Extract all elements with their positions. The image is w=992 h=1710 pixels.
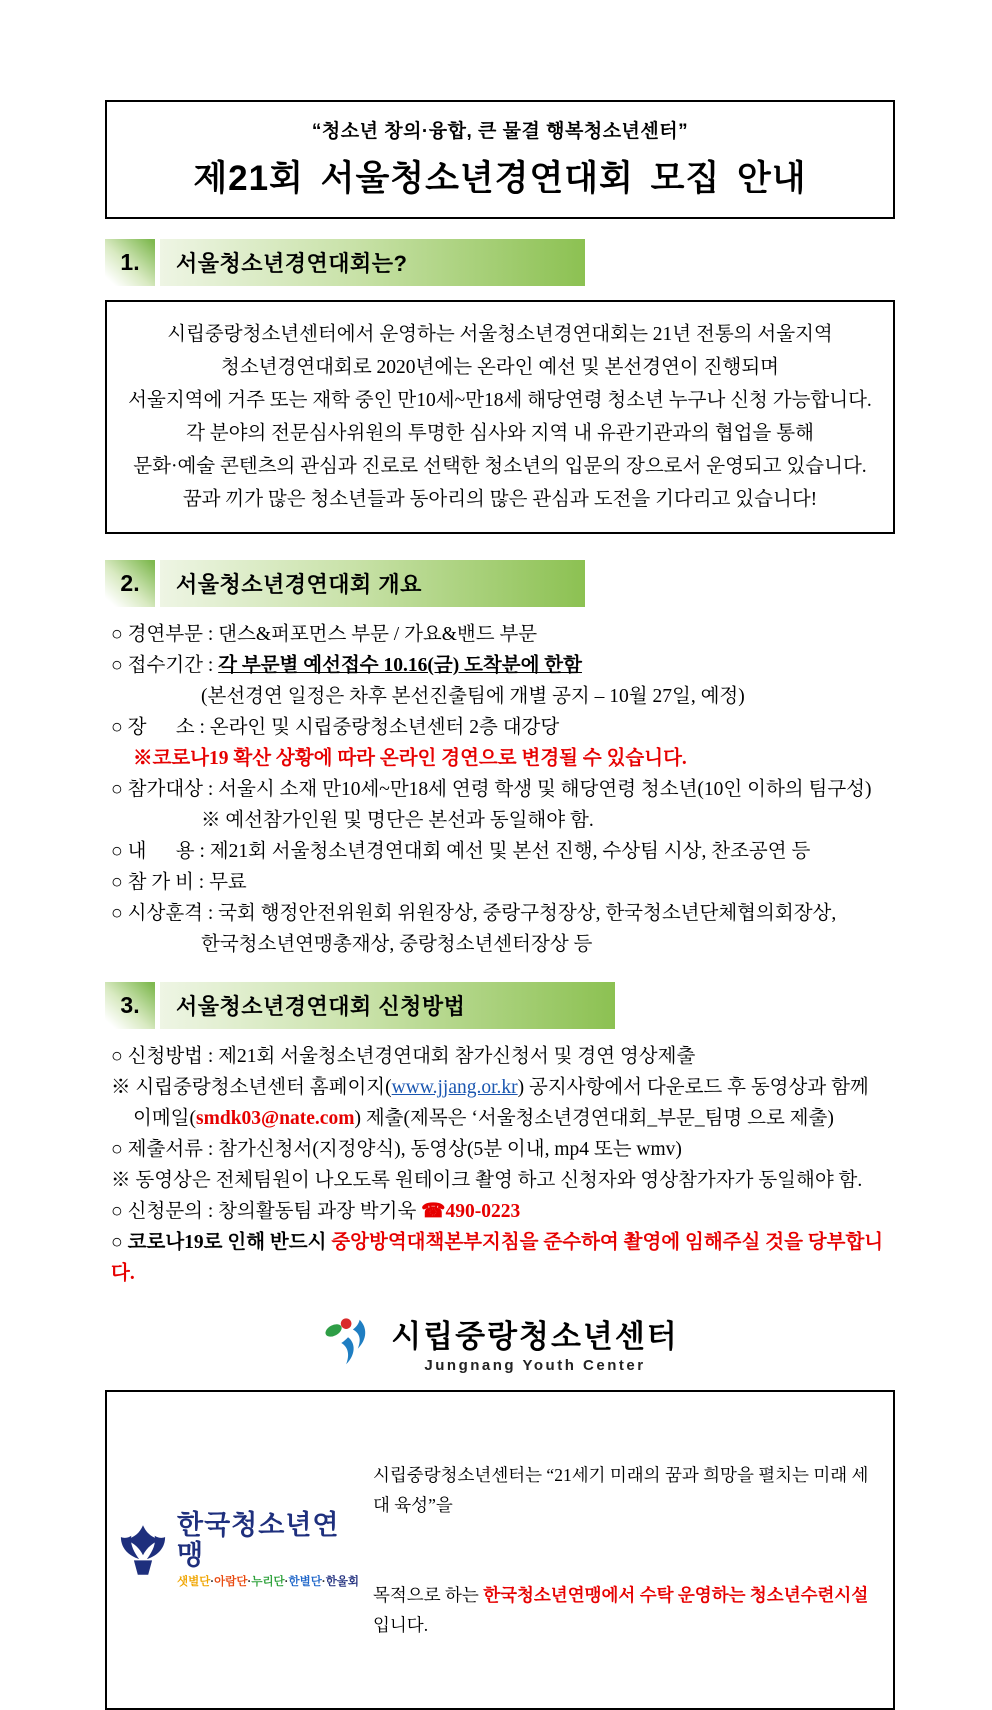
footer-description xyxy=(365,1400,883,1700)
text: ○ 신청문의 : 창의활동팀 과장 박기욱 xyxy=(111,1201,422,1222)
list-subitem-email xyxy=(105,1103,895,1134)
text: ※ 시립중랑청소년센터 홈페이지( xyxy=(111,1077,392,1098)
section-3-title: 서울청소년경연대회 신청방법 xyxy=(176,994,466,1019)
text: ) 제출(제목은 ‘서울청소년경연대회_부문_팀명 으로 제출) xyxy=(354,1108,834,1129)
section-3-number: 3. xyxy=(105,982,155,1029)
apply-list xyxy=(105,1041,895,1289)
section-2-number: 2. xyxy=(105,560,155,607)
list-item-venue: ○ 장 소 : 온라인 및 시립중랑청소년센터 2층 대강당 xyxy=(111,717,560,738)
intro-line: 꿈과 끼가 많은 청소년들과 동아리의 많은 관심과 도전을 기다리고 있습니다! xyxy=(182,489,818,510)
jungnang-logo-icon xyxy=(321,1314,379,1372)
section-1-number: 1. xyxy=(105,239,155,286)
section-1-title: 서울청소년경연대회는? xyxy=(176,251,408,276)
footer-box xyxy=(105,1390,895,1710)
intro-line: 문화·예술 콘텐츠의 관심과 진로로 선택한 청소년의 입문의 장으로서 운영되고 있습니다. xyxy=(133,456,867,477)
group-name: 한별단 xyxy=(288,1576,322,1589)
text: 이메일( xyxy=(133,1108,197,1129)
section-2-bar xyxy=(160,560,585,607)
email-address: smdk03@nate.com xyxy=(196,1108,355,1129)
group-name: 아람단 xyxy=(214,1576,248,1589)
list-item-awards: ○ 시상훈격 : 국회 행정안전위원회 위원장상, 중랑구청장상, 한국청소년단체협의회장상, xyxy=(111,903,837,924)
section-1-bar xyxy=(160,239,585,286)
jungnang-name: 시립중랑청소년센터 xyxy=(391,1319,679,1354)
text: 시립중랑청소년센터는 “21세기 미래의 꿈과 희망을 펼치는 미래 세대 육성”을 xyxy=(373,1465,869,1515)
deadline-emphasis: 각 부문별 예선접수 10.16(금) 도착분에 한함 xyxy=(218,655,582,676)
jungnang-subtitle: Jungnang Youth Center xyxy=(424,1357,646,1374)
separator: · xyxy=(210,1576,215,1589)
list-item-eligibility: ○ 참가대상 : 서울시 소재 만10세~만18세 연령 학생 및 해당연령 청소년(10인 이하의 팀구성) xyxy=(111,779,872,800)
intro-line: 서울지역에 거주 또는 재학 중인 만10세~만18세 해당연령 청소년 누구나 신청 가능합니다. xyxy=(128,390,872,411)
label: ○ 접수기간 : xyxy=(111,655,219,676)
list-item-application-period xyxy=(105,650,895,681)
section-1-header xyxy=(105,239,895,286)
text: ○ 코로나19로 인해 반드시 xyxy=(111,1232,332,1253)
kyf-text-block xyxy=(177,1511,365,1589)
list-subitem-awards-continued: 한국청소년연맹총재상, 중랑청소년센터장상 등 xyxy=(201,934,593,955)
list-item-apply-method: ○ 신청방법 : 제21회 서울청소년경연대회 참가신청서 및 경연 영상제출 xyxy=(111,1046,696,1067)
title-quote: “청소년 창의·융합, 큰 물결 행복청소년센터” xyxy=(311,121,689,142)
jungnang-logo-text xyxy=(391,1311,679,1374)
separator: · xyxy=(284,1576,289,1589)
list-item-video-note: ※ 동영상은 전체팀원이 나오도록 원테이크 촬영 하고 신청자와 영상참가자가 동일해야 함. xyxy=(111,1170,863,1191)
section-2-title: 서울청소년경연대회 개요 xyxy=(176,572,422,597)
section-3-header xyxy=(105,982,895,1029)
intro-line: 각 분야의 전문심사위원의 투명한 심사와 지역 내 유관기관과의 협업을 통해 xyxy=(186,423,814,444)
list-item-contact xyxy=(105,1196,895,1227)
intro-box xyxy=(105,300,895,534)
covid-guideline-warning: 중앙방역대책본부지침을 준수하여 촬영에 임해주실 것을 당부합니다. xyxy=(111,1232,884,1284)
list-item-contents: ○ 내 용 : 제21회 서울청소년경연대회 예선 및 본선 진행, 수상팀 시상, 찬조공연 등 xyxy=(111,841,811,862)
kyf-groups xyxy=(177,1573,365,1589)
list-item-covid-guideline xyxy=(105,1227,895,1289)
korea-youth-federation-logo xyxy=(117,1511,365,1589)
covid-venue-warning: ※코로나19 확산 상황에 따라 온라인 경연으로 변경될 수 있습니다. xyxy=(133,748,687,769)
group-name: 샛별단 xyxy=(177,1576,211,1589)
list-subitem-roster-note: ※ 예선참가인원 및 명단은 본선과 동일해야 함. xyxy=(201,810,594,831)
separator: · xyxy=(247,1576,252,1589)
footer-desc-line xyxy=(373,1580,883,1640)
intro-line: 시립중랑청소년센터에서 운영하는 서울청소년경연대회는 21년 전통의 서울지역 xyxy=(167,324,833,345)
intro-line: 청소년경연대회로 2020년에는 온라인 예선 및 본선경연이 진행되며 xyxy=(220,357,779,378)
document-page xyxy=(105,100,895,1710)
kyf-org-name: 한국청소년연맹 xyxy=(177,1509,340,1570)
list-item-homepage-note xyxy=(105,1072,895,1103)
footer-desc-line xyxy=(373,1460,883,1520)
jungnang-logo xyxy=(105,1311,895,1374)
text: 입니다. xyxy=(373,1615,429,1635)
page-title: 제21회 서울청소년경연대회 모집 안내 xyxy=(193,159,807,198)
list-item-fee: ○ 참 가 비 : 무료 xyxy=(111,872,247,893)
overview-list xyxy=(105,619,895,960)
kyf-operation-emphasis: 한국청소년연맹에서 수탁 운영하는 청소년수련시설 xyxy=(483,1585,869,1605)
group-name: 한울회 xyxy=(325,1576,360,1589)
section-2-header xyxy=(105,560,895,607)
separator: · xyxy=(321,1576,326,1589)
section-3-bar xyxy=(160,982,615,1029)
homepage-link[interactable]: www.jjang.or.kr xyxy=(391,1077,518,1098)
kyf-emblem-icon xyxy=(117,1524,169,1576)
list-subitem-final-schedule: (본선경연 일정은 차후 본선진출팀에 개별 공지 – 10월 27일, 예정) xyxy=(201,686,745,707)
title-box xyxy=(105,100,895,219)
text: ) 공지사항에서 다운로드 후 동영상과 함께 xyxy=(517,1077,869,1098)
list-item-competition-parts: ○ 경연부문 : 댄스&퍼포먼스 부문 / 가요&밴드 부문 xyxy=(111,624,538,645)
list-item-documents: ○ 제출서류 : 참가신청서(지정양식), 동영상(5분 이내, mp4 또는 wmv) xyxy=(111,1139,682,1160)
text: 목적으로 하는 xyxy=(373,1585,484,1605)
phone-number: ☎490-0223 xyxy=(421,1201,521,1222)
group-name: 누리단 xyxy=(251,1576,285,1589)
